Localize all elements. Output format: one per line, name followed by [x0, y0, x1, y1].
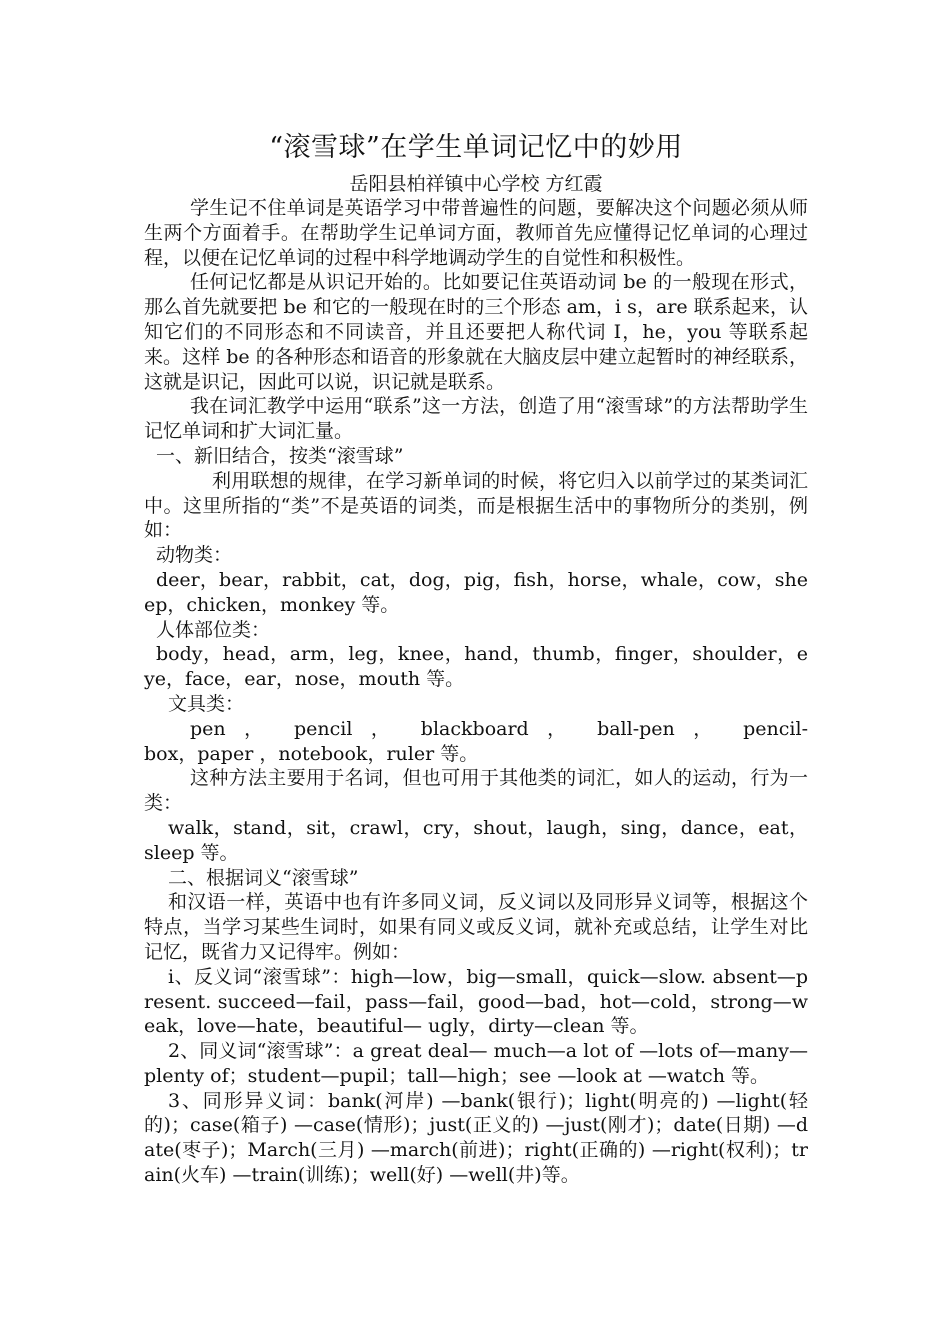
- stationery-list-line-2: box，paper ，notebook，ruler 等。: [144, 742, 479, 765]
- homonyms-paragraph: 3、同形异义词：bank(河岸) —bank(银行)；light(明亮的) —light(轻的)；case(箱子) —case(情形)；just(正义的) —just(刚才)；date(日期) —date(枣子)；March(三月) —march(前进)；right(正确的) —right(权利)；train(火车) —train(训练)；well(好) —well(井)等。: [144, 1089, 808, 1187]
- stationery-list-line-1: pen ， pencil ， blackboard ， ball-pen ， pencil-: [190, 717, 808, 740]
- body-parts-label: 人体部位类：: [156, 618, 271, 641]
- body-parts-list: body，head，arm，leg，knee，hand，thumb，finger，shoulder，eye，face，ear，nose，mouth 等。: [144, 643, 808, 691]
- section-2-body: 和汉语一样，英语中也有许多同义词，反义词以及同形异义词等，根据这个特点，当学习某些生词时，如果有同义或反义词，就补充或总结，让学生对比记忆，既省力又记得牢。例如：: [144, 891, 808, 963]
- verbs-list: walk，stand，sit，crawl，cry，shout，laugh，sing，dance，eat，sleep 等。: [144, 816, 808, 864]
- synonyms-paragraph: 2、同义词“滚雪球”：a great deal— much—a lot of —lots of—many—plenty of；student—pupil；tall—high；see —look at —watch 等。: [144, 1040, 808, 1087]
- paragraph-intro-2: 任何记忆都是从识记开始的。比如要记住英语动词 be 的一般现在形式，那么首先就要把 be 和它的一般现在时的三个形态 am，i s，are 联系起来，认知它们的不同形态和不同读音，并且还要把人称代词 I，he，you 等联系起来。这样 be 的各种形态和语音的形象就在大脑皮层中建立起暂时的神经联系，这就是识记，因此可以说，识记就是联系。: [144, 271, 808, 393]
- section-1-note: 这种方法主要用于名词，但也可用于其他类的词汇，如人的运动，行为一类：: [144, 767, 808, 815]
- page-title: “滚雪球”在学生单词记忆中的妙用: [269, 132, 683, 163]
- document-page: [144, 128, 808, 1188]
- section-2-heading: 二、根据词义“滚雪球”: [168, 866, 359, 889]
- antonyms-paragraph: i、反义词“滚雪球”：high—low，big—small，quick—slow. absent—present. succeed—fail，pass—fail，good—bad，hot—cold，strong—weak，love—hate，beautiful— ugly，dirty—clean 等。: [144, 965, 808, 1038]
- paragraph-intro-3: 我在词汇教学中运用“联系”这一方法，创造了用“滚雪球”的方法帮助学生记忆单词和扩大词汇量。: [144, 395, 808, 443]
- animals-label: 动物类：: [156, 544, 233, 567]
- animals-list: deer，bear，rabbit，cat，dog，pig，fish，horse，whale，cow，sheep，chicken，monkey 等。: [144, 568, 808, 616]
- author-line: 岳阳县柏祥镇中心学校 方红霞: [349, 173, 603, 195]
- section-1-body: 利用联想的规律，在学习新单词的时候，将它归入以前学过的某类词汇中。这里所指的“类”不是英语的词类，而是根据生活中的事物所分的类别，例如：: [144, 469, 808, 542]
- paragraph-intro-1: 学生记不住单词是英语学习中带普遍性的问题，要解决这个问题必须从师生两个方面着手。在帮助学生记单词方面，教师首先应懂得记忆单词的心理过程，以便在记忆单词的过程中科学地调动学生的自觉性和积极性。: [144, 197, 808, 269]
- section-1-heading: 一、新旧结合，按类“滚雪球”: [156, 444, 404, 467]
- stationery-label: 文具类：: [168, 692, 245, 715]
